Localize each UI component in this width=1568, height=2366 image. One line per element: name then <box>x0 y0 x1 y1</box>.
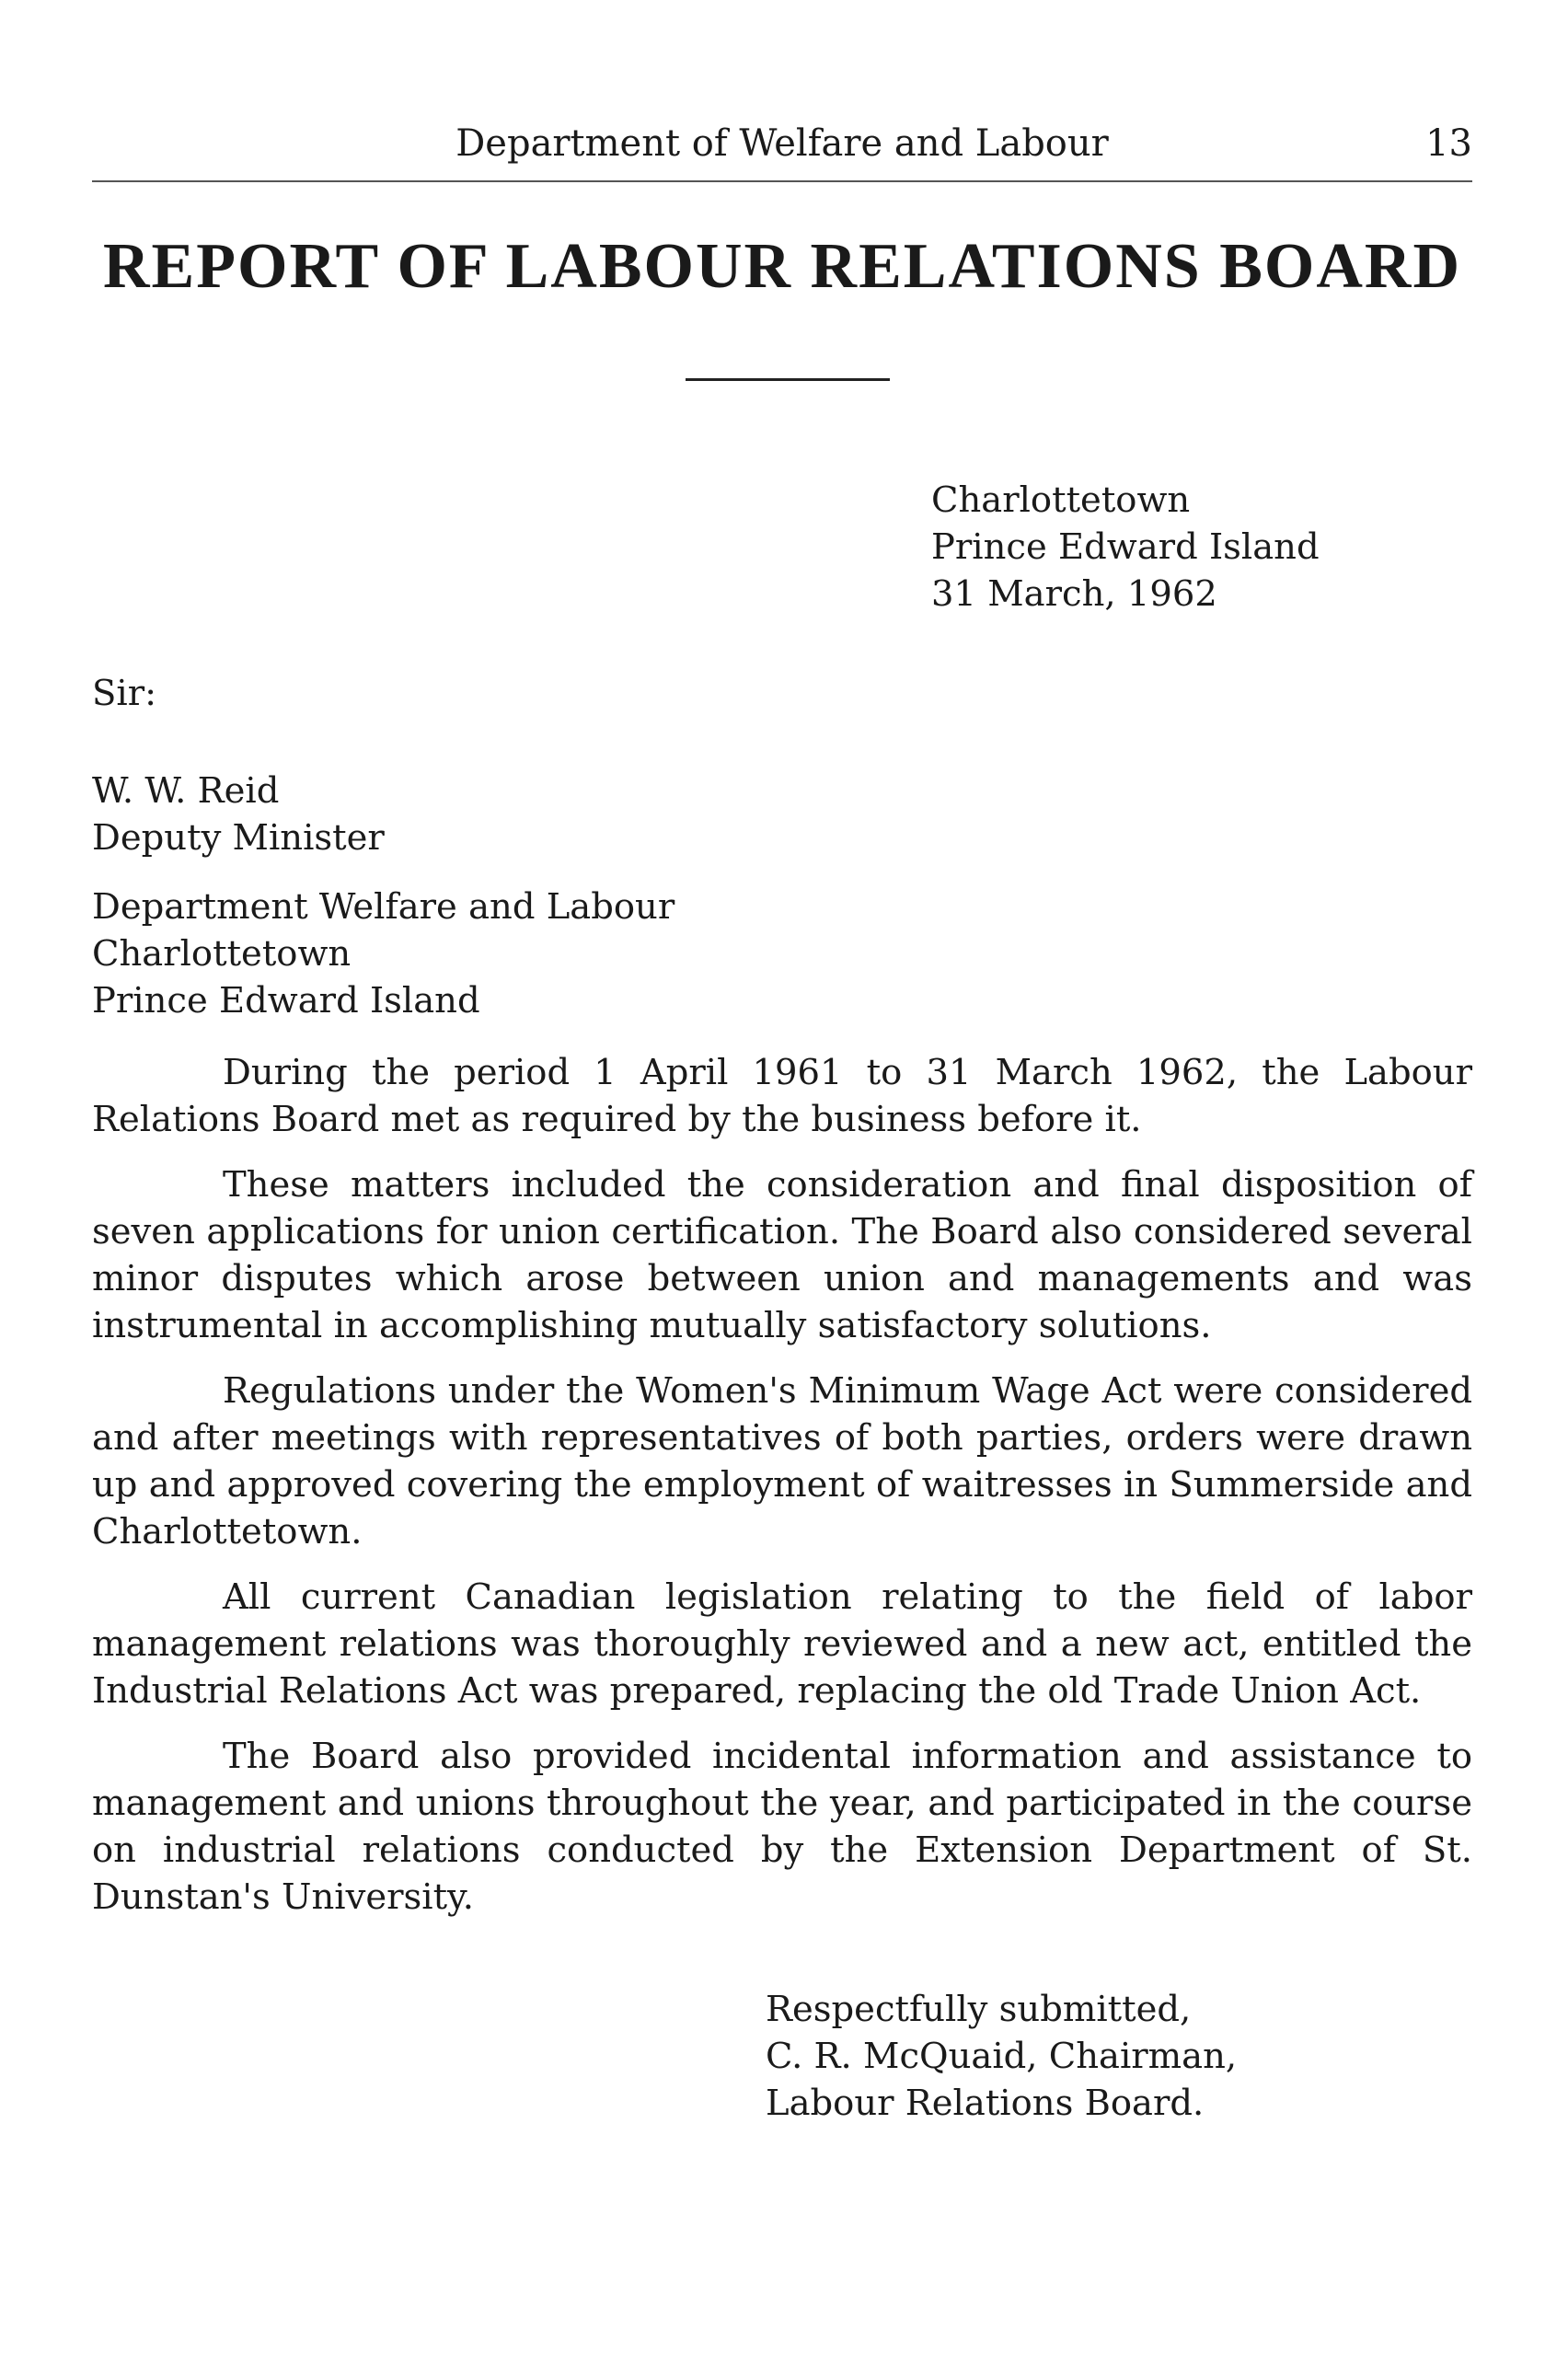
running-title: Department of Welfare and Labour <box>455 122 1109 165</box>
body-paragraph: These matters included the consideration and final disposition of seven applications for union certification. The Board also considered several minor disputes which arose between union and managements and was instrumental in accomplishing mutually satisfactory solutions. <box>92 1164 1472 1346</box>
department-city: Charlottetown <box>92 933 352 975</box>
department-province: Prince Edward Island <box>92 980 480 1021</box>
body-paragraph: Regulations under the Women's Minimum Wage Act were considered and after meetings with representatives of both parties, orders were drawn up and approved covering the employment of waitresses in Summerside and Charlottetown. <box>92 1370 1472 1552</box>
signature-block <box>766 1986 1465 2127</box>
report-body <box>92 1049 1472 1939</box>
signatory-organization: Labour Relations Board. <box>766 2083 1205 2124</box>
header-divider <box>92 180 1472 182</box>
title-divider <box>686 378 890 381</box>
place-province: Prince Edward Island <box>931 526 1320 568</box>
department-name: Department Welfare and Labour <box>92 886 675 928</box>
addressee-position: Deputy Minister <box>92 817 385 859</box>
salutation: Sir: <box>92 673 157 714</box>
place-date-block <box>931 477 1483 617</box>
body-paragraph: The Board also provided incidental information and assistance to management and unions throughout the year, and participated in the course on industrial relations conducted by the Extension Department of St. Dunstan's University. <box>92 1736 1472 1918</box>
running-head <box>92 118 1472 169</box>
body-paragraph: During the period 1 April 1961 to 31 March 1962, the Labour Relations Board met as required by the business before it. <box>92 1052 1472 1140</box>
place-city: Charlottetown <box>931 479 1191 521</box>
letter-date: 31 March, 1962 <box>931 573 1217 615</box>
body-paragraph: All current Canadian legislation relating to the field of labor management relations was thoroughly reviewed and a new act, entitled the Industrial Relations Act was prepared, replacing the old Trade Union Act. <box>92 1576 1472 1712</box>
signatory-name: C. R. McQuaid, Chairman, <box>766 2036 1238 2077</box>
department-address-block <box>92 883 828 1024</box>
closing-phrase: Respectfully submitted, <box>766 1989 1192 2030</box>
addressee-block <box>92 768 828 861</box>
page-number: 13 <box>1425 122 1472 165</box>
addressee-name: W. W. Reid <box>92 770 280 812</box>
report-title: REPORT OF LABOUR RELATIONS BOARD <box>103 231 1461 302</box>
